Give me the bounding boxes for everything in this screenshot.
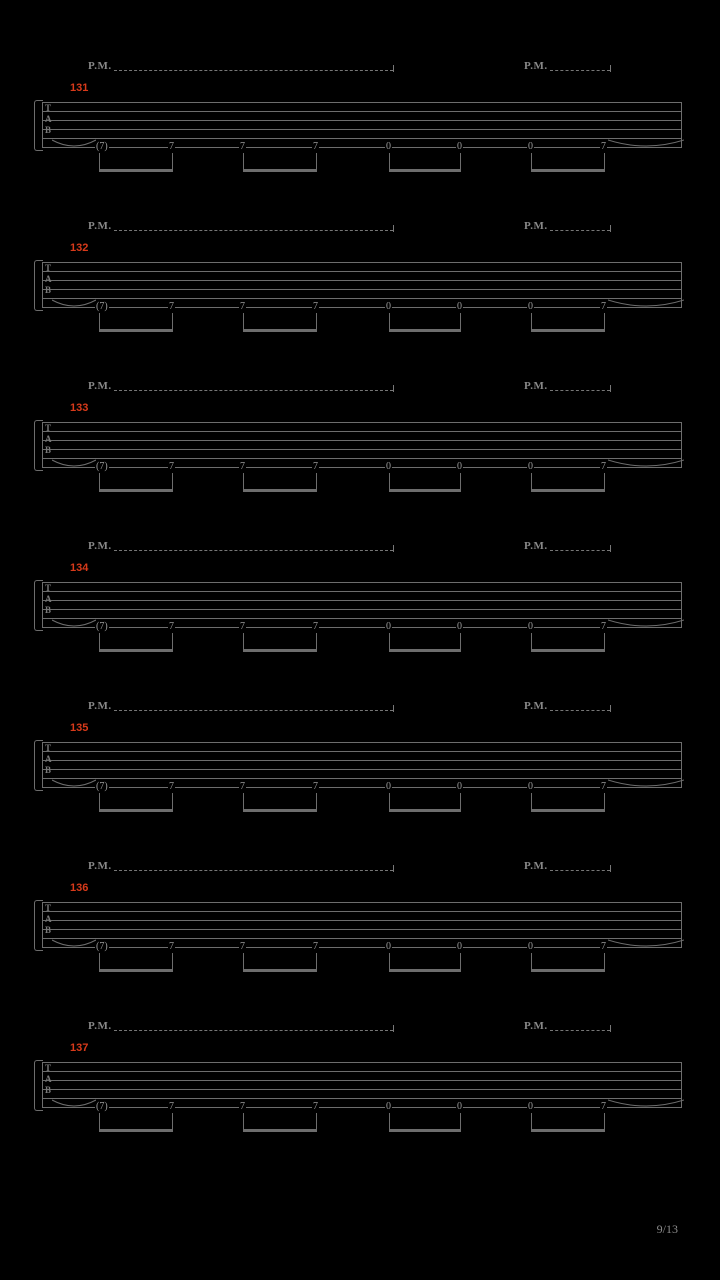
- tab-clef-letter: T: [45, 263, 52, 273]
- tab-clef-letter: A: [45, 434, 52, 444]
- note-stem: [460, 1113, 461, 1132]
- tab-system: [0, 860, 720, 1020]
- palm-mute-end-tick: [393, 545, 394, 552]
- staff-line: [42, 938, 682, 939]
- palm-mute-line: [114, 1030, 393, 1032]
- staff-line: [42, 1098, 682, 1099]
- fret-number: 0: [528, 461, 533, 472]
- note-stem: [172, 153, 173, 172]
- staff-line: [42, 902, 682, 903]
- fret-number: 7: [313, 1101, 318, 1112]
- staff-line: [42, 440, 682, 441]
- palm-mute-label: P.M.: [524, 380, 548, 392]
- note-stem: [316, 793, 317, 812]
- fret-number: 7: [601, 301, 606, 312]
- note-beam: [531, 809, 604, 812]
- fret-number: 7: [169, 941, 174, 952]
- fret-number: 7: [313, 141, 318, 152]
- system-bracket: [34, 900, 43, 951]
- tab-system: [0, 1020, 720, 1180]
- palm-mute-line: [114, 710, 393, 712]
- fret-number: 7: [240, 1101, 245, 1112]
- note-stem: [531, 633, 532, 652]
- note-stem: [604, 793, 605, 812]
- staff-line: [42, 911, 682, 912]
- tab-system: [0, 700, 720, 860]
- staff-line: [42, 307, 682, 308]
- palm-mute-line: [550, 390, 610, 392]
- slur-arc-in: [52, 458, 96, 474]
- note-stem: [604, 1113, 605, 1132]
- note-stem: [172, 313, 173, 332]
- staff-line: [42, 742, 682, 743]
- tab-system: [0, 540, 720, 700]
- palm-mute-end-tick: [610, 705, 611, 712]
- note-stem: [531, 473, 532, 492]
- tab-clef-letter: B: [45, 285, 52, 295]
- palm-mute-label: P.M.: [524, 60, 548, 72]
- fret-number: 0: [386, 1101, 391, 1112]
- note-stem: [243, 953, 244, 972]
- fret-number: 7: [169, 141, 174, 152]
- note-stem: [243, 473, 244, 492]
- note-beam: [99, 169, 172, 172]
- slur-arc-out: [608, 938, 684, 954]
- fret-number: (7): [96, 941, 108, 952]
- tab-clef-letter: T: [45, 1063, 52, 1073]
- tab-clef-letter: T: [45, 423, 52, 433]
- slur-arc-in: [52, 938, 96, 954]
- system-bracket: [34, 1060, 43, 1111]
- staff-line: [42, 111, 682, 112]
- fret-number: 0: [528, 621, 533, 632]
- tab-clef-letter: B: [45, 605, 52, 615]
- staff-line: [42, 618, 682, 619]
- system-bracket: [34, 100, 43, 151]
- note-stem: [99, 953, 100, 972]
- fret-number: 7: [313, 941, 318, 952]
- note-beam: [243, 969, 316, 972]
- fret-number: 7: [601, 1101, 606, 1112]
- tab-staff: [42, 742, 682, 802]
- note-beam: [99, 1129, 172, 1132]
- staff-line: [42, 138, 682, 139]
- note-stem: [531, 953, 532, 972]
- fret-number: (7): [96, 1101, 108, 1112]
- tab-system: [0, 380, 720, 540]
- tab-staff: [42, 422, 682, 482]
- tab-clef-letter: A: [45, 1074, 52, 1084]
- note-stem: [460, 633, 461, 652]
- note-beam: [389, 649, 460, 652]
- fret-number: 7: [240, 941, 245, 952]
- slur-arc-in: [52, 298, 96, 314]
- fret-number: 0: [386, 141, 391, 152]
- slur-arc-out: [608, 458, 684, 474]
- staff-line: [42, 1062, 682, 1063]
- slur-arc-in: [52, 1098, 96, 1114]
- fret-number: 0: [386, 941, 391, 952]
- note-stem: [604, 153, 605, 172]
- tab-staff: [42, 582, 682, 642]
- note-stem: [389, 313, 390, 332]
- staff-line: [42, 262, 682, 263]
- note-beam: [389, 809, 460, 812]
- tab-clef-letter: B: [45, 125, 52, 135]
- note-beam: [243, 649, 316, 652]
- note-beam: [531, 169, 604, 172]
- note-stem: [316, 953, 317, 972]
- measure-number: 134: [70, 562, 89, 574]
- note-beam: [243, 1129, 316, 1132]
- staff-line: [42, 582, 682, 583]
- staff-line: [42, 627, 682, 628]
- palm-mute-line: [114, 390, 393, 392]
- note-stem: [99, 313, 100, 332]
- fret-number: 7: [313, 621, 318, 632]
- staff-line: [42, 102, 682, 103]
- staff-line: [42, 769, 682, 770]
- note-stem: [460, 953, 461, 972]
- slur-arc-out: [608, 138, 684, 154]
- fret-number: 7: [169, 1101, 174, 1112]
- note-stem: [243, 1113, 244, 1132]
- palm-mute-line: [114, 550, 393, 552]
- tab-clef-letter: B: [45, 925, 52, 935]
- staff-line: [42, 929, 682, 930]
- palm-mute-end-tick: [393, 385, 394, 392]
- note-beam: [243, 809, 316, 812]
- tab-clef-letter: A: [45, 914, 52, 924]
- staff-line: [42, 1107, 682, 1108]
- staff-line: [42, 1089, 682, 1090]
- note-stem: [460, 313, 461, 332]
- fret-number: 0: [386, 301, 391, 312]
- note-beam: [99, 969, 172, 972]
- note-stem: [99, 793, 100, 812]
- note-stem: [99, 473, 100, 492]
- fret-number: 7: [169, 301, 174, 312]
- staff-line: [42, 431, 682, 432]
- palm-mute-end-tick: [610, 385, 611, 392]
- fret-number: 7: [601, 941, 606, 952]
- note-stem: [460, 793, 461, 812]
- system-bracket: [34, 420, 43, 471]
- slur-arc-out: [608, 778, 684, 794]
- note-beam: [389, 169, 460, 172]
- staff-line: [42, 467, 682, 468]
- fret-number: 7: [240, 621, 245, 632]
- note-stem: [531, 793, 532, 812]
- palm-mute-label: P.M.: [88, 700, 112, 712]
- palm-mute-end-tick: [610, 1025, 611, 1032]
- fret-number: 7: [240, 301, 245, 312]
- fret-number: 0: [386, 461, 391, 472]
- staff-line: [42, 449, 682, 450]
- note-stem: [389, 793, 390, 812]
- palm-mute-end-tick: [393, 65, 394, 72]
- palm-mute-label: P.M.: [88, 380, 112, 392]
- palm-mute-line: [114, 870, 393, 872]
- note-beam: [99, 809, 172, 812]
- slur-arc-out: [608, 618, 684, 634]
- note-stem: [99, 633, 100, 652]
- fret-number: 7: [313, 301, 318, 312]
- note-stem: [389, 953, 390, 972]
- palm-mute-line: [114, 70, 393, 72]
- palm-mute-end-tick: [610, 545, 611, 552]
- page-number: 9/13: [656, 1222, 678, 1236]
- note-stem: [243, 153, 244, 172]
- tab-clef-letter: T: [45, 743, 52, 753]
- palm-mute-end-tick: [393, 705, 394, 712]
- note-stem: [316, 313, 317, 332]
- fret-number: 7: [601, 621, 606, 632]
- staff-line: [42, 422, 682, 423]
- staff-line: [42, 129, 682, 130]
- measure-number: 135: [70, 722, 89, 734]
- note-stem: [604, 313, 605, 332]
- fret-number: 0: [457, 781, 462, 792]
- fret-number: 0: [386, 621, 391, 632]
- note-stem: [531, 153, 532, 172]
- fret-number: 7: [601, 141, 606, 152]
- palm-mute-label: P.M.: [524, 540, 548, 552]
- staff-line: [42, 600, 682, 601]
- note-stem: [604, 473, 605, 492]
- note-beam: [243, 169, 316, 172]
- tab-clef-letter: T: [45, 583, 52, 593]
- staff-line: [42, 787, 682, 788]
- measure-number: 132: [70, 242, 89, 254]
- fret-number: 7: [169, 621, 174, 632]
- note-beam: [243, 329, 316, 332]
- tab-staff: [42, 1062, 682, 1122]
- slur-arc-out: [608, 298, 684, 314]
- fret-number: 7: [240, 781, 245, 792]
- staff-line: [42, 760, 682, 761]
- staff-line: [42, 298, 682, 299]
- note-stem: [172, 953, 173, 972]
- note-stem: [99, 153, 100, 172]
- palm-mute-label: P.M.: [88, 860, 112, 872]
- slur-arc-in: [52, 618, 96, 634]
- fret-number: 0: [457, 621, 462, 632]
- staff-line: [42, 609, 682, 610]
- note-stem: [316, 1113, 317, 1132]
- staff-line: [42, 1080, 682, 1081]
- measure-number: 137: [70, 1042, 89, 1054]
- fret-number: (7): [96, 781, 108, 792]
- note-stem: [604, 633, 605, 652]
- tab-staff: [42, 262, 682, 322]
- staff-line: [42, 280, 682, 281]
- palm-mute-line: [550, 550, 610, 552]
- note-beam: [99, 329, 172, 332]
- fret-number: 0: [528, 781, 533, 792]
- fret-number: (7): [96, 141, 108, 152]
- note-beam: [389, 1129, 460, 1132]
- palm-mute-end-tick: [393, 865, 394, 872]
- fret-number: 0: [528, 301, 533, 312]
- note-stem: [604, 953, 605, 972]
- staff-line: [42, 458, 682, 459]
- note-stem: [316, 473, 317, 492]
- fret-number: 7: [313, 461, 318, 472]
- note-stem: [172, 473, 173, 492]
- fret-number: 7: [313, 781, 318, 792]
- measure-number: 131: [70, 82, 89, 94]
- palm-mute-end-tick: [393, 225, 394, 232]
- note-stem: [243, 793, 244, 812]
- tab-staff: [42, 102, 682, 162]
- staff-line: [42, 751, 682, 752]
- palm-mute-line: [550, 710, 610, 712]
- fret-number: (7): [96, 461, 108, 472]
- palm-mute-label: P.M.: [524, 700, 548, 712]
- palm-mute-end-tick: [610, 65, 611, 72]
- tab-clef-letter: B: [45, 445, 52, 455]
- note-stem: [389, 473, 390, 492]
- staff-line: [42, 1071, 682, 1072]
- palm-mute-end-tick: [610, 865, 611, 872]
- palm-mute-label: P.M.: [524, 220, 548, 232]
- staff-line: [42, 947, 682, 948]
- palm-mute-label: P.M.: [88, 540, 112, 552]
- fret-number: 7: [601, 781, 606, 792]
- measure-number: 133: [70, 402, 89, 414]
- fret-number: 0: [528, 141, 533, 152]
- note-stem: [316, 153, 317, 172]
- palm-mute-line: [114, 230, 393, 232]
- note-stem: [99, 1113, 100, 1132]
- note-stem: [389, 153, 390, 172]
- fret-number: 0: [386, 781, 391, 792]
- slur-arc-out: [608, 1098, 684, 1114]
- note-stem: [389, 1113, 390, 1132]
- fret-number: 7: [240, 141, 245, 152]
- staff-line: [42, 920, 682, 921]
- slur-arc-in: [52, 778, 96, 794]
- note-beam: [243, 489, 316, 492]
- palm-mute-line: [550, 1030, 610, 1032]
- staff-line: [42, 120, 682, 121]
- note-beam: [389, 969, 460, 972]
- fret-number: 0: [528, 941, 533, 952]
- note-beam: [389, 329, 460, 332]
- tab-clef-letter: T: [45, 103, 52, 113]
- tab-clef-letter: A: [45, 754, 52, 764]
- note-stem: [460, 153, 461, 172]
- fret-number: 0: [457, 1101, 462, 1112]
- note-beam: [531, 1129, 604, 1132]
- fret-number: 0: [457, 301, 462, 312]
- note-stem: [389, 633, 390, 652]
- fret-number: 7: [169, 781, 174, 792]
- note-stem: [172, 633, 173, 652]
- tab-clef-letter: B: [45, 765, 52, 775]
- note-stem: [460, 473, 461, 492]
- palm-mute-label: P.M.: [524, 1020, 548, 1032]
- fret-number: 7: [240, 461, 245, 472]
- note-beam: [531, 649, 604, 652]
- tab-clef-letter: A: [45, 274, 52, 284]
- staff-line: [42, 147, 682, 148]
- palm-mute-label: P.M.: [88, 220, 112, 232]
- palm-mute-label: P.M.: [524, 860, 548, 872]
- note-beam: [531, 489, 604, 492]
- note-stem: [243, 313, 244, 332]
- palm-mute-label: P.M.: [88, 60, 112, 72]
- tab-system: [0, 60, 720, 220]
- staff-line: [42, 289, 682, 290]
- note-stem: [316, 633, 317, 652]
- fret-number: 0: [457, 141, 462, 152]
- palm-mute-line: [550, 870, 610, 872]
- tab-clef-letter: A: [45, 114, 52, 124]
- measure-number: 136: [70, 882, 89, 894]
- tab-clef-letter: A: [45, 594, 52, 604]
- palm-mute-end-tick: [393, 1025, 394, 1032]
- note-stem: [172, 1113, 173, 1132]
- note-stem: [243, 633, 244, 652]
- fret-number: (7): [96, 621, 108, 632]
- palm-mute-label: P.M.: [88, 1020, 112, 1032]
- palm-mute-line: [550, 70, 610, 72]
- note-beam: [531, 329, 604, 332]
- palm-mute-line: [550, 230, 610, 232]
- fret-number: (7): [96, 301, 108, 312]
- system-bracket: [34, 740, 43, 791]
- tab-staff: [42, 902, 682, 962]
- fret-number: 7: [169, 461, 174, 472]
- tab-clef-letter: B: [45, 1085, 52, 1095]
- fret-number: 0: [528, 1101, 533, 1112]
- slur-arc-in: [52, 138, 96, 154]
- staff-line: [42, 591, 682, 592]
- note-stem: [531, 1113, 532, 1132]
- tab-clef-letter: T: [45, 903, 52, 913]
- fret-number: 0: [457, 941, 462, 952]
- note-stem: [172, 793, 173, 812]
- system-bracket: [34, 580, 43, 631]
- fret-number: 0: [457, 461, 462, 472]
- tab-system: [0, 220, 720, 380]
- note-stem: [531, 313, 532, 332]
- note-beam: [99, 649, 172, 652]
- note-beam: [531, 969, 604, 972]
- note-beam: [99, 489, 172, 492]
- staff-line: [42, 778, 682, 779]
- note-beam: [389, 489, 460, 492]
- staff-line: [42, 271, 682, 272]
- system-bracket: [34, 260, 43, 311]
- palm-mute-end-tick: [610, 225, 611, 232]
- fret-number: 7: [601, 461, 606, 472]
